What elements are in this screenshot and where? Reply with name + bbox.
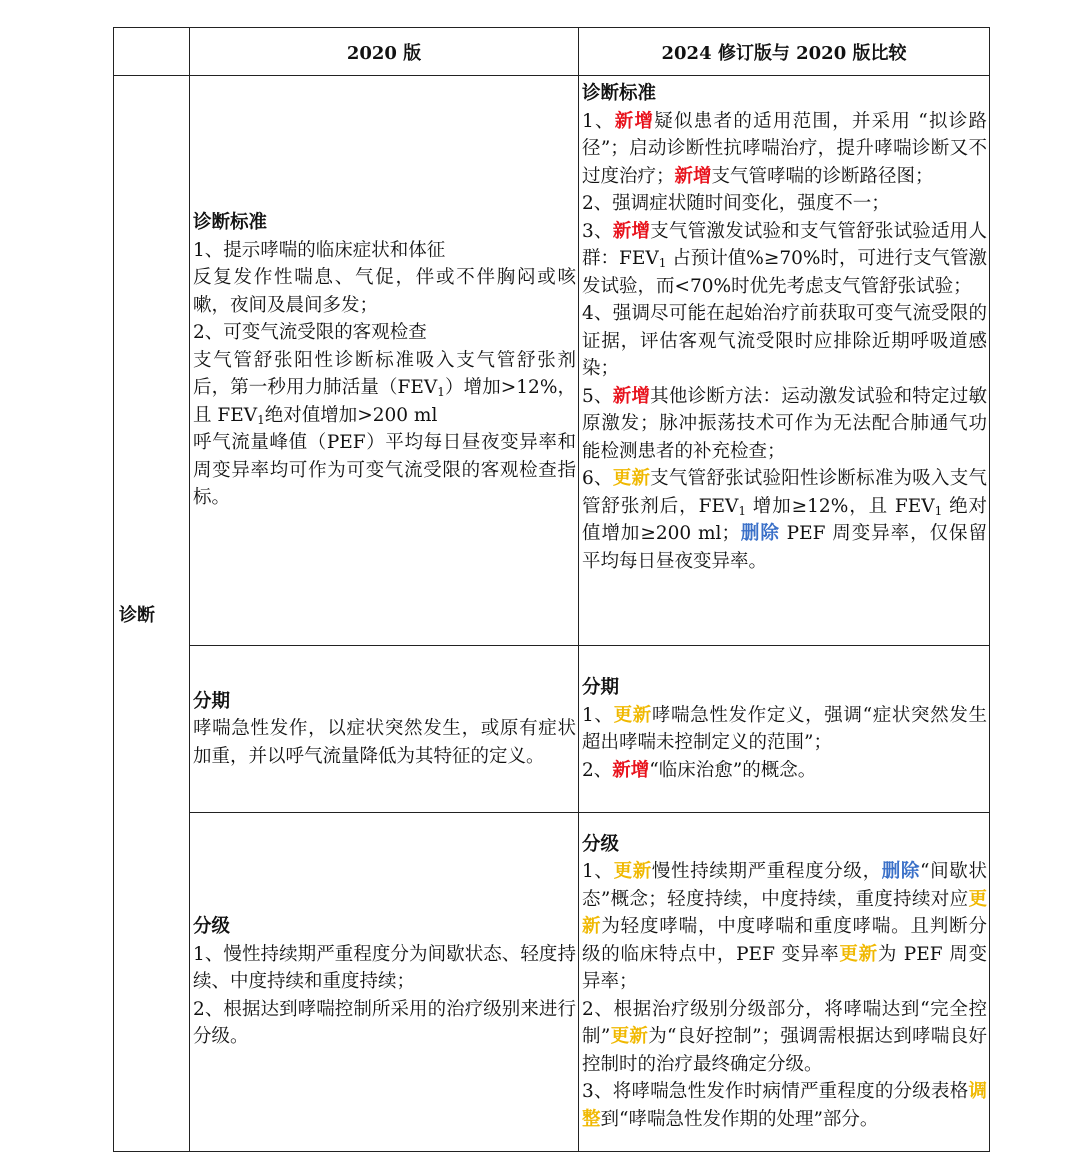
- header-2024: 2024 修订版与 2020 版比较: [579, 28, 990, 76]
- criteria-2020-line4: 支气管舒张阳性诊断标准吸入支气管舒张剂后，第一秒用力肺活量$(FEV_1)$增加>12%，且 $FEV_1$绝对值增加>200 ml: [193, 349, 577, 427]
- updated-tag: 更新: [839, 943, 878, 965]
- criteria-2020-cell: [190, 76, 579, 646]
- grading-2024-item2: 2、根据治疗级别分级部分，将哮喘达到“完全控制”更新为“良好控制”；强调需根据达到哮喘良好控制时的治疗最终确定分级。: [582, 998, 987, 1075]
- header-2020: 2020 版: [190, 28, 579, 76]
- grading-2024-item1: 1、更新慢性持续期严重程度分级，删除“间歇状态”概念；轻度持续，中度持续，重度持续对应更新为轻度哮喘，中度哮喘和重度哮喘。且判断分级的临床特点中，PEF 变异率更新为 PEF 周变异率；: [582, 861, 987, 993]
- criteria-2020-line3: 2、可变气流受限的客观检查: [193, 322, 427, 344]
- grading-2024-title: 分级: [582, 833, 620, 855]
- updated-tag: 调整: [582, 1081, 987, 1130]
- criteria-2024-title: 诊断标准: [582, 83, 657, 104]
- staging-2024-title: 分期: [582, 677, 620, 698]
- grading-2020-line1: 1、慢性持续期严重程度分为间歇状态、轻度持续、中度持续和重度持续；: [193, 943, 576, 993]
- staging-2020-line1: 哮喘急性发作，以症状突然发生，或原有症状加重，并以呼气流量降低为其特征的定义。: [193, 718, 576, 767]
- header-blank-cell: [114, 28, 190, 76]
- grading-2024-cell: [579, 813, 990, 1152]
- grading-2020-title: 分级: [193, 916, 231, 938]
- criteria-2020-line5: 呼气流量峰值（PEF）平均每日昼夜变异率和周变异率均可作为可变气流受限的客观检查指标。: [193, 432, 576, 509]
- staging-2024-item2: 2、新增“临床治愈”的概念。: [582, 759, 817, 781]
- added-tag: 新增: [614, 110, 655, 132]
- staging-2020-cell: [190, 646, 579, 813]
- updated-tag: 更新: [613, 861, 652, 883]
- row-criteria: [114, 76, 990, 646]
- grading-2020-cell: [190, 813, 579, 1152]
- criteria-2024-cell: [579, 76, 990, 646]
- criteria-2024-item1: 1、新增疑似患者的适用范围，并采用 “拟诊路径”；启动诊断性抗哮喘治疗，提升哮喘诊断又不过度治疗；新增支气管哮喘的诊断路径图；: [582, 110, 987, 187]
- staging-2024-item1: 1、更新哮喘急性发作定义，强调“症状突然发生超出哮喘未控制定义的范围”；: [582, 704, 987, 753]
- row-staging: [114, 646, 990, 813]
- updated-tag: 更新: [613, 704, 652, 726]
- deleted-tag: 删除: [739, 523, 780, 544]
- comparison-table: [113, 27, 990, 1152]
- criteria-2024-item3: 3、新增支气管激发试验和支气管舒张试验适用人群：$FEV_1$ 占预计值%≥70%时，可进行支气管激发试验，而<70%时优先考虑支气管舒张试验；: [582, 220, 987, 297]
- added-tag: 新增: [674, 165, 712, 187]
- updated-tag: 更新: [612, 468, 651, 489]
- added-tag: 新增: [612, 759, 650, 781]
- criteria-2020-title: 诊断标准: [193, 212, 268, 234]
- updated-tag: 更新: [610, 1026, 649, 1048]
- criteria-2020-line1: 1、提示哮喘的临床症状和体征: [193, 239, 446, 261]
- criteria-2024-item2: 2、强调症状随时间变化，强度不一；: [582, 193, 890, 214]
- grading-2024-item3: 3、将哮喘急性发作时病情严重程度的分级表格调整到“哮喘急性发作期的处理”部分。: [582, 1081, 987, 1130]
- header-row: [114, 28, 990, 76]
- category-diagnosis: 诊断: [114, 76, 190, 1152]
- added-tag: 新增: [612, 385, 651, 407]
- criteria-2020-line2: 反复发作性喘息、气促，伴或不伴胸闷或咳嗽，夜间及晨间多发；: [193, 267, 576, 316]
- added-tag: 新增: [612, 220, 651, 242]
- grading-2020-line2: 2、根据达到哮喘控制所采用的治疗级别来进行分级。: [193, 998, 576, 1048]
- updated-tag: 更新: [582, 888, 987, 938]
- criteria-2024-item4: 4、强调尽可能在起始治疗前获取可变气流受限的证据，评估客观气流受限时应排除近期呼吸道感染；: [582, 303, 987, 379]
- staging-2020-title: 分期: [193, 690, 231, 712]
- criteria-2024-item6: 6、更新支气管舒张试验阳性诊断标准为吸入支气管舒张剂后，$FEV_1$ 增加≥12%，且 $FEV_1$ 绝对值增加≥200 ml；删除 PEF 周变异率，仅保留平均每日昼夜变异率。: [582, 468, 988, 572]
- row-grading: [114, 813, 990, 1152]
- staging-2024-cell: [579, 646, 990, 813]
- deleted-tag: 删除: [881, 861, 921, 883]
- criteria-2024-item5: 5、新增其他诊断方法：运动激发试验和特定过敏原激发；脉冲振荡技术可作为无法配合肺通气功能检测患者的补充检查；: [582, 385, 987, 462]
